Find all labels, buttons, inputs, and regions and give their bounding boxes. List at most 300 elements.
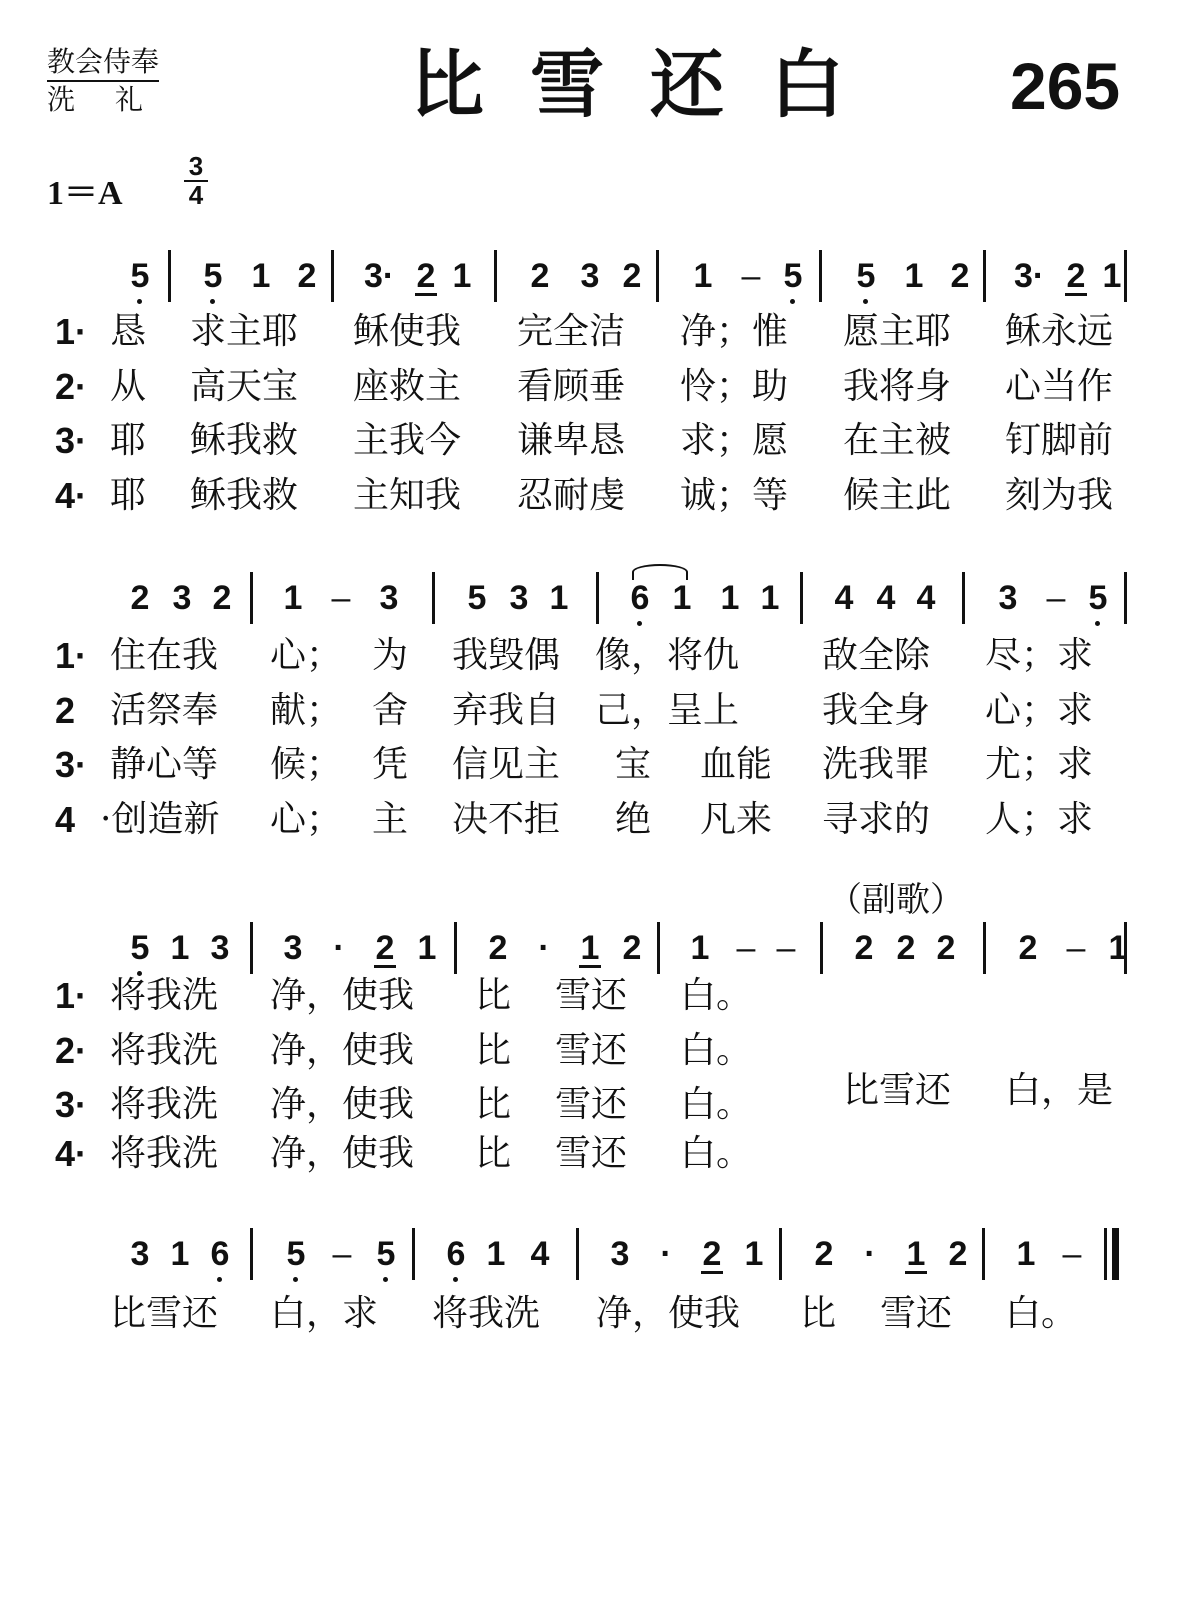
slur-mark xyxy=(632,564,688,580)
lyric-syllable: 刻为我 xyxy=(1005,475,1114,516)
barline xyxy=(657,922,660,974)
barline xyxy=(494,250,497,302)
notation-line xyxy=(0,922,1200,978)
hold-dash xyxy=(1058,1234,1086,1274)
lyric-syllable: 心； xyxy=(270,635,343,676)
lyric-line xyxy=(0,1294,1200,1334)
note xyxy=(282,1234,310,1274)
note xyxy=(946,256,974,296)
barline xyxy=(250,922,253,974)
hold-dash xyxy=(327,578,355,618)
note-text: 1 xyxy=(170,929,190,967)
lyric-line xyxy=(0,745,1200,785)
lyric-line xyxy=(0,476,1200,516)
lyric-syllable: 尽；求 xyxy=(985,635,1094,676)
lyric-syllable: 净，使我 xyxy=(270,1084,415,1125)
note-text: 3 xyxy=(509,579,529,617)
barline xyxy=(982,1228,985,1280)
note-text: 3 xyxy=(172,579,192,617)
note-text: 5 xyxy=(1088,579,1108,617)
note-text: 1 xyxy=(486,1235,506,1273)
note-text: 2 xyxy=(896,929,916,967)
lyric-line xyxy=(0,1134,1200,1174)
note-text: 1 xyxy=(906,1235,926,1273)
low-octave-dot xyxy=(790,299,795,304)
lyric-syllable: 高天宝 xyxy=(190,366,299,407)
lyric-syllable: 像，将仇 xyxy=(595,635,740,676)
lyric-syllable: 比雪还 xyxy=(110,1293,219,1334)
lyric-syllable: 血能 xyxy=(700,744,773,785)
lyric-syllable: 决不拒 xyxy=(452,799,561,840)
lyric-syllable: 活祭奉 xyxy=(110,690,219,731)
note-text: – xyxy=(776,929,796,967)
hold-dash xyxy=(737,256,765,296)
note xyxy=(994,578,1022,618)
note-text: – xyxy=(736,929,756,967)
verse-number: 2 xyxy=(55,690,76,731)
lyric-line xyxy=(0,800,1200,840)
hold-dash xyxy=(732,928,760,968)
note-text: 5 xyxy=(467,579,487,617)
note-text: · xyxy=(864,1235,876,1273)
low-octave-dot xyxy=(1095,621,1100,626)
note xyxy=(576,256,604,296)
hold-dash xyxy=(328,1234,356,1274)
lyric-line xyxy=(0,312,1200,352)
barline xyxy=(983,922,986,974)
note-text: 3· xyxy=(364,257,395,295)
note xyxy=(168,578,196,618)
note xyxy=(505,578,533,618)
verse-number: 1· xyxy=(55,975,88,1016)
note xyxy=(1104,928,1132,968)
lyric-syllable: 舍 xyxy=(372,690,409,731)
lyric-syllable: 将我洗 xyxy=(432,1293,541,1334)
lyric-syllable: 雪还 xyxy=(555,975,628,1016)
refrain-lyric: 比雪还 xyxy=(843,1070,952,1111)
barline xyxy=(1124,572,1127,624)
hold-dash xyxy=(1062,928,1090,968)
verse-number: 3· xyxy=(55,420,88,461)
lyric-syllable: 忍耐虔 xyxy=(517,475,626,516)
note-text: 1 xyxy=(251,257,271,295)
note-text: 5 xyxy=(856,257,876,295)
note xyxy=(247,256,275,296)
low-octave-dot xyxy=(210,299,215,304)
verse-number: 2· xyxy=(55,366,88,407)
note-text: · xyxy=(660,1235,672,1273)
note-text: 1 xyxy=(672,579,692,617)
note xyxy=(412,256,440,296)
lyric-syllable: 净，使我 xyxy=(596,1293,741,1334)
time-top: 3 xyxy=(188,151,204,181)
note-text: 2 xyxy=(1018,929,1038,967)
lyric-syllable: 将我洗 xyxy=(110,975,219,1016)
barline xyxy=(596,572,599,624)
note-text: 3 xyxy=(130,1235,150,1273)
note xyxy=(606,1234,634,1274)
lyric-syllable: 尤；求 xyxy=(985,744,1094,785)
verse-number: 4 xyxy=(55,799,76,840)
barline xyxy=(250,572,253,624)
lyric-syllable: 稣我救 xyxy=(190,475,299,516)
note xyxy=(830,578,858,618)
lyric-line xyxy=(0,636,1200,676)
lyric-syllable: 人；求 xyxy=(985,799,1094,840)
note-text: 2 xyxy=(130,579,150,617)
hymn-number: 265 xyxy=(1010,49,1121,123)
note xyxy=(166,928,194,968)
note xyxy=(482,1234,510,1274)
verse-number: 3· xyxy=(55,744,88,785)
lyric-syllable: 白。 xyxy=(680,975,753,1016)
note xyxy=(872,578,900,618)
lyric-syllable: 诚；等 xyxy=(680,475,789,516)
lyric-syllable: 比 xyxy=(475,1133,512,1174)
note-text: 6 xyxy=(210,1235,230,1273)
note xyxy=(740,1234,768,1274)
lyric-syllable: 雪还 xyxy=(555,1133,628,1174)
lyric-syllable: 我毁偶 xyxy=(452,635,561,676)
note-text: – xyxy=(1062,1235,1082,1273)
barline xyxy=(331,250,334,302)
note-text: 2 xyxy=(950,257,970,295)
lyric-syllable: 雪还 xyxy=(555,1030,628,1071)
note-text: – xyxy=(331,579,351,617)
note-text: 1 xyxy=(170,1235,190,1273)
barline xyxy=(983,250,986,302)
note xyxy=(626,578,654,618)
verse-number: 1· xyxy=(55,635,88,676)
underline-mark xyxy=(1065,293,1087,296)
lyric-syllable: 比 xyxy=(475,1084,512,1125)
lyric-syllable: 候； xyxy=(270,744,343,785)
lyric-syllable: 主 xyxy=(372,799,409,840)
note-text: · xyxy=(538,929,550,967)
barline xyxy=(779,1228,782,1280)
lyric-syllable: 比 xyxy=(475,975,512,1016)
notation-line xyxy=(0,250,1200,306)
rhythm-dot xyxy=(856,1234,884,1274)
lyric-syllable: 信见主 xyxy=(452,744,561,785)
note xyxy=(375,578,403,618)
underline-mark xyxy=(905,1271,927,1274)
note xyxy=(413,928,441,968)
lyric-syllable: 净，使我 xyxy=(270,1030,415,1071)
lyric-syllable: 主知我 xyxy=(353,475,462,516)
low-octave-dot xyxy=(293,1277,298,1282)
lyric-syllable: 静心等 xyxy=(110,744,219,785)
refrain-lyric: 白，是 xyxy=(1005,1070,1114,1111)
lyric-syllable: 心；求 xyxy=(985,690,1094,731)
note-text: – xyxy=(1066,929,1086,967)
lyric-syllable: 怜；助 xyxy=(680,366,789,407)
note-text: 1 xyxy=(283,579,303,617)
note-text: 4 xyxy=(876,579,896,617)
note-text: 1 xyxy=(904,257,924,295)
barline xyxy=(576,1228,579,1280)
note-text: 2 xyxy=(814,1235,834,1273)
note xyxy=(902,1234,930,1274)
lyric-syllable: 求；愿 xyxy=(680,420,789,461)
note-text: 2 xyxy=(488,929,508,967)
low-octave-dot xyxy=(383,1277,388,1282)
lyric-syllable: 净，使我 xyxy=(270,975,415,1016)
lyric-syllable: 求主耶 xyxy=(190,311,299,352)
lyric-syllable: 献； xyxy=(270,690,343,731)
lyric-syllable: 净；惟 xyxy=(680,311,789,352)
note-text: · xyxy=(333,929,345,967)
lyric-syllable: 凡来 xyxy=(700,799,773,840)
note-text: 2 xyxy=(297,257,317,295)
note-text: – xyxy=(1046,579,1066,617)
lyric-syllable: 住在我 xyxy=(110,635,219,676)
note xyxy=(756,578,784,618)
lyric-syllable: 白。 xyxy=(1005,1293,1078,1334)
barline xyxy=(1112,1228,1119,1280)
note-text: 1 xyxy=(760,579,780,617)
note xyxy=(463,578,491,618)
verse-number: 2· xyxy=(55,1030,88,1071)
note xyxy=(442,1234,470,1274)
lyric-syllable: 白。 xyxy=(680,1084,753,1125)
lyric-syllable: 钉脚前 xyxy=(1005,420,1114,461)
note-text: 1 xyxy=(417,929,437,967)
underline-mark xyxy=(579,965,601,968)
lyric-syllable: 我将身 xyxy=(843,366,952,407)
final-barline-thin xyxy=(1104,1228,1107,1280)
underline-mark xyxy=(374,965,396,968)
note xyxy=(912,578,940,618)
lyric-syllable: 愿主耶 xyxy=(843,311,952,352)
note-text: 3 xyxy=(998,579,1018,617)
note-text: 4 xyxy=(834,579,854,617)
lyric-syllable: 心； xyxy=(270,799,343,840)
barline xyxy=(250,1228,253,1280)
lyric-syllable: 宝 xyxy=(615,744,652,785)
note xyxy=(944,1234,972,1274)
note-text: 2 xyxy=(622,257,642,295)
note xyxy=(448,256,476,296)
note xyxy=(372,1234,400,1274)
lyric-line xyxy=(0,976,1200,1016)
lyric-syllable: 从 xyxy=(110,366,147,407)
lyric-syllable: 耶 xyxy=(110,475,147,516)
lyric-syllable: 寻求的 xyxy=(822,799,931,840)
note xyxy=(166,1234,194,1274)
note-text: 1 xyxy=(1108,929,1128,967)
note xyxy=(206,928,234,968)
note-text: 2 xyxy=(948,1235,968,1273)
rhythm-dot xyxy=(652,1234,680,1274)
barline xyxy=(962,572,965,624)
lyric-syllable: 看顾垂 xyxy=(517,366,626,407)
category-line2: 洗礼 xyxy=(47,83,184,116)
note-text: – xyxy=(741,257,761,295)
note xyxy=(364,256,395,296)
low-octave-dot xyxy=(453,1277,458,1282)
note xyxy=(1014,256,1045,296)
lyric-syllable: 候主此 xyxy=(843,475,952,516)
lyric-syllable: 比 xyxy=(800,1293,837,1334)
note xyxy=(293,256,321,296)
barline xyxy=(412,1228,415,1280)
note-text: 3 xyxy=(379,579,399,617)
note xyxy=(689,256,717,296)
barline xyxy=(432,572,435,624)
note-text: 5 xyxy=(130,929,150,967)
lyric-syllable: 为 xyxy=(372,635,409,676)
note xyxy=(526,256,554,296)
lyric-syllable: 白。 xyxy=(680,1133,753,1174)
lyric-syllable: 我全身 xyxy=(822,690,931,731)
rhythm-dot xyxy=(530,928,558,968)
verse-number: 1· xyxy=(55,311,88,352)
note xyxy=(618,256,646,296)
category-line1: 教会侍奉 xyxy=(47,46,159,82)
lyric-syllable: 将我洗 xyxy=(110,1030,219,1071)
note xyxy=(1014,928,1042,968)
note xyxy=(279,928,307,968)
lyric-line xyxy=(0,421,1200,461)
note-text: 2 xyxy=(1066,257,1086,295)
lyric-syllable: 主我今 xyxy=(353,420,462,461)
note-text: 2 xyxy=(416,257,436,295)
underline-mark xyxy=(415,293,437,296)
note xyxy=(279,578,307,618)
note xyxy=(686,928,714,968)
notation-line xyxy=(0,572,1200,628)
note xyxy=(1098,256,1126,296)
note-text: 3 xyxy=(283,929,303,967)
note xyxy=(1062,256,1090,296)
note-text: 2 xyxy=(936,929,956,967)
note-text: 2 xyxy=(622,929,642,967)
note-text: 2 xyxy=(854,929,874,967)
note xyxy=(1084,578,1112,618)
hold-dash xyxy=(772,928,800,968)
low-octave-dot xyxy=(637,621,642,626)
note-text: 3· xyxy=(1014,257,1045,295)
note-text: 3 xyxy=(610,1235,630,1273)
note-text: 1 xyxy=(744,1235,764,1273)
note-text: 3 xyxy=(580,257,600,295)
note xyxy=(526,1234,554,1274)
note xyxy=(1012,1234,1040,1274)
note-text: 2 xyxy=(212,579,232,617)
note xyxy=(850,928,878,968)
low-octave-dot xyxy=(863,299,868,304)
barline xyxy=(819,250,822,302)
note-text: 2 xyxy=(530,257,550,295)
lyric-syllable: 稣永远 xyxy=(1005,311,1114,352)
note xyxy=(208,578,236,618)
note xyxy=(126,928,154,968)
note xyxy=(576,928,604,968)
lyric-syllable: 白，求 xyxy=(270,1293,379,1334)
lyric-syllable: 耶 xyxy=(110,420,147,461)
lyric-line xyxy=(0,691,1200,731)
note xyxy=(810,1234,838,1274)
note xyxy=(779,256,807,296)
note xyxy=(900,256,928,296)
barline xyxy=(820,922,823,974)
lyric-syllable: 将我洗 xyxy=(110,1133,219,1174)
lyric-syllable: 雪还 xyxy=(880,1293,953,1334)
note-text: 5 xyxy=(203,257,223,295)
barline xyxy=(656,250,659,302)
note-text: 4 xyxy=(530,1235,550,1273)
note xyxy=(852,256,880,296)
lyric-syllable: 完全洁 xyxy=(517,311,626,352)
lyric-syllable: 己，呈上 xyxy=(595,690,740,731)
note-text: 5 xyxy=(130,257,150,295)
note xyxy=(716,578,744,618)
underline-mark xyxy=(701,1271,723,1274)
verse-number: 3· xyxy=(55,1084,88,1125)
note xyxy=(371,928,399,968)
note-text: 3 xyxy=(210,929,230,967)
note xyxy=(892,928,920,968)
lyric-syllable: 稣我救 xyxy=(190,420,299,461)
note-text: 2 xyxy=(375,929,395,967)
note-text: 5 xyxy=(286,1235,306,1273)
note xyxy=(206,1234,234,1274)
lyric-syllable: 稣使我 xyxy=(353,311,462,352)
lyric-syllable: 在主被 xyxy=(843,420,952,461)
note-text: 1 xyxy=(1016,1235,1036,1273)
note-text: 1 xyxy=(1102,257,1122,295)
lyric-syllable: ·创造新 xyxy=(100,799,220,840)
note xyxy=(698,1234,726,1274)
verse-number: 4· xyxy=(55,475,88,516)
lyric-syllable: 将我洗 xyxy=(110,1084,219,1125)
note xyxy=(618,928,646,968)
category-label xyxy=(47,46,183,116)
note-text: 6 xyxy=(630,579,650,617)
note-text: 6 xyxy=(446,1235,466,1273)
note-text: 1 xyxy=(693,257,713,295)
note-text: 1 xyxy=(690,929,710,967)
lyric-syllable: 凭 xyxy=(372,744,409,785)
barline xyxy=(454,922,457,974)
lyric-line xyxy=(0,367,1200,407)
lyric-syllable: 谦卑恳 xyxy=(517,420,626,461)
lyric-syllable: 绝 xyxy=(615,799,652,840)
low-octave-dot xyxy=(217,1277,222,1282)
note-text: 1 xyxy=(580,929,600,967)
low-octave-dot xyxy=(137,299,142,304)
note xyxy=(668,578,696,618)
lyric-syllable: 弃我自 xyxy=(452,690,561,731)
note-text: – xyxy=(332,1235,352,1273)
hold-dash xyxy=(1042,578,1070,618)
rhythm-dot xyxy=(325,928,353,968)
lyric-syllable: 洗我罪 xyxy=(822,744,931,785)
time-bottom: 4 xyxy=(188,180,204,210)
note xyxy=(932,928,960,968)
lyric-syllable: 恳 xyxy=(110,311,147,352)
lyric-syllable: 比 xyxy=(475,1030,512,1071)
notation-line xyxy=(0,1228,1200,1284)
lyric-syllable: 敌全除 xyxy=(822,635,931,676)
note-text: 5 xyxy=(783,257,803,295)
note-text: 1 xyxy=(452,257,472,295)
note xyxy=(545,578,573,618)
note xyxy=(484,928,512,968)
note-text: 1 xyxy=(720,579,740,617)
note-text: 5 xyxy=(376,1235,396,1273)
